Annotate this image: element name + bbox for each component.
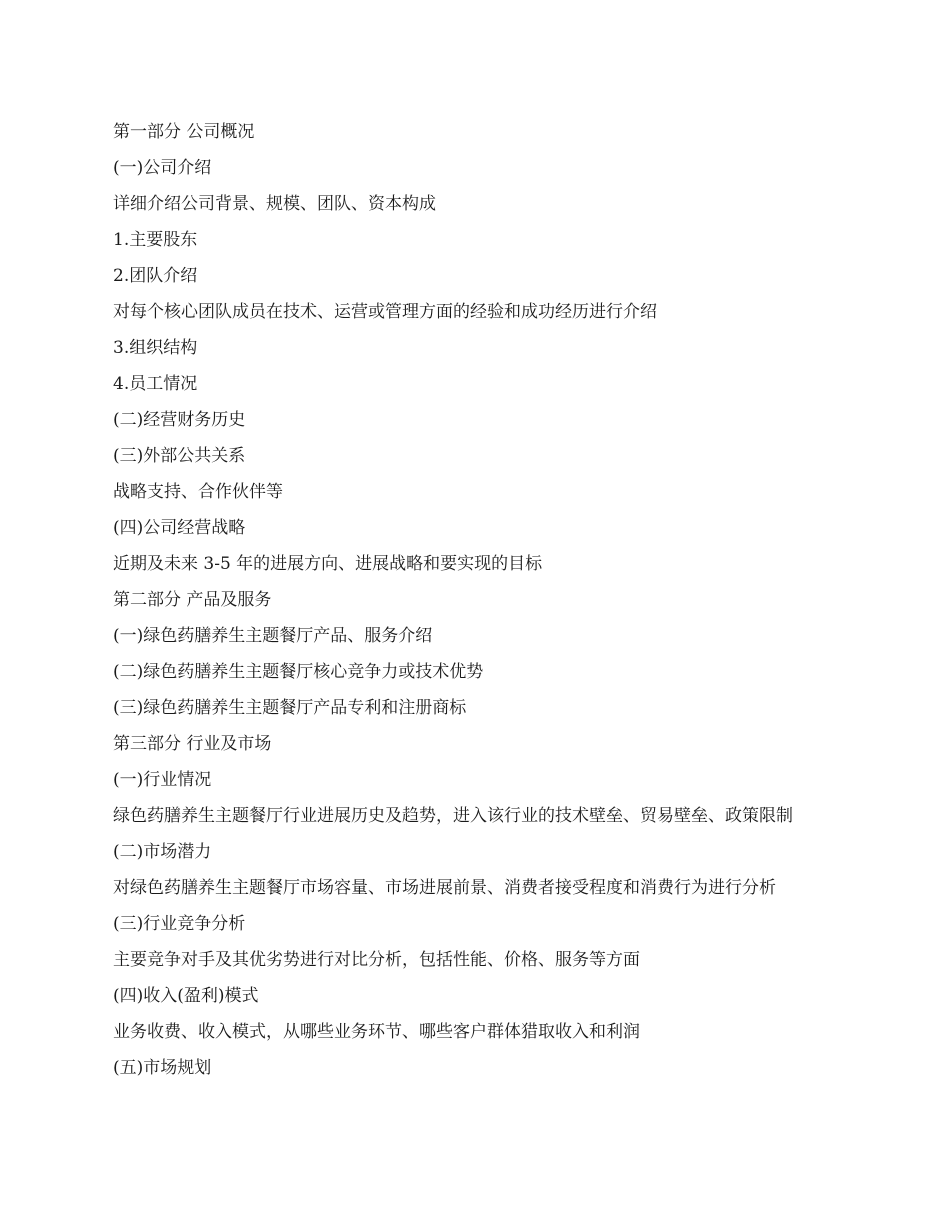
- body-text: 绿色药膳养生主题餐厅行业进展历史及趋势，进入该行业的技术壁垒、贸易壁垒、政策限制: [113, 806, 793, 826]
- body-text: 详细介绍公司背景、规模、团队、资本构成: [113, 194, 436, 214]
- section-heading-2: 第二部分 产品及服务: [113, 590, 272, 610]
- subsection-heading: (四)公司经营战略: [113, 518, 246, 538]
- subsection-heading: (二)绿色药膳养生主题餐厅核心竞争力或技术优势: [113, 662, 484, 682]
- document-body: [113, 122, 848, 1094]
- section-heading-1: 第一部分 公司概况: [113, 122, 255, 142]
- subsection-heading: (一)绿色药膳养生主题餐厅产品、服务介绍: [113, 626, 433, 646]
- subsection-heading: (三)行业竞争分析: [113, 914, 246, 934]
- body-text: 近期及未来 3-5 年的进展方向、进展战略和要实现的目标: [113, 554, 543, 574]
- subsection-heading: (三)外部公共关系: [113, 446, 246, 466]
- subsection-heading: (四)收入(盈利)模式: [113, 986, 259, 1006]
- subsection-heading: (一)行业情况: [113, 770, 212, 790]
- subsection-heading: (三)绿色药膳养生主题餐厅产品专利和注册商标: [113, 698, 467, 718]
- numbered-item: 4.员工情况: [113, 374, 198, 394]
- numbered-item: 2.团队介绍: [113, 266, 198, 286]
- subsection-heading: (五)市场规划: [113, 1058, 212, 1078]
- body-text: 对绿色药膳养生主题餐厅市场容量、市场进展前景、消费者接受程度和消费行为进行分析: [113, 878, 776, 898]
- section-heading-3: 第三部分 行业及市场: [113, 734, 272, 754]
- subsection-heading: (二)市场潜力: [113, 842, 212, 862]
- subsection-heading: (一)公司介绍: [113, 158, 212, 178]
- numbered-item: 3.组织结构: [113, 338, 198, 358]
- body-text: 战略支持、合作伙伴等: [113, 482, 283, 502]
- numbered-item: 1.主要股东: [113, 230, 198, 250]
- body-text: 业务收费、收入模式，从哪些业务环节、哪些客户群体猎取收入和利润: [113, 1022, 640, 1042]
- subsection-heading: (二)经营财务历史: [113, 410, 246, 430]
- body-text: 主要竞争对手及其优劣势进行对比分析，包括性能、价格、服务等方面: [113, 950, 640, 970]
- body-text: 对每个核心团队成员在技术、运营或管理方面的经验和成功经历进行介绍: [113, 302, 657, 322]
